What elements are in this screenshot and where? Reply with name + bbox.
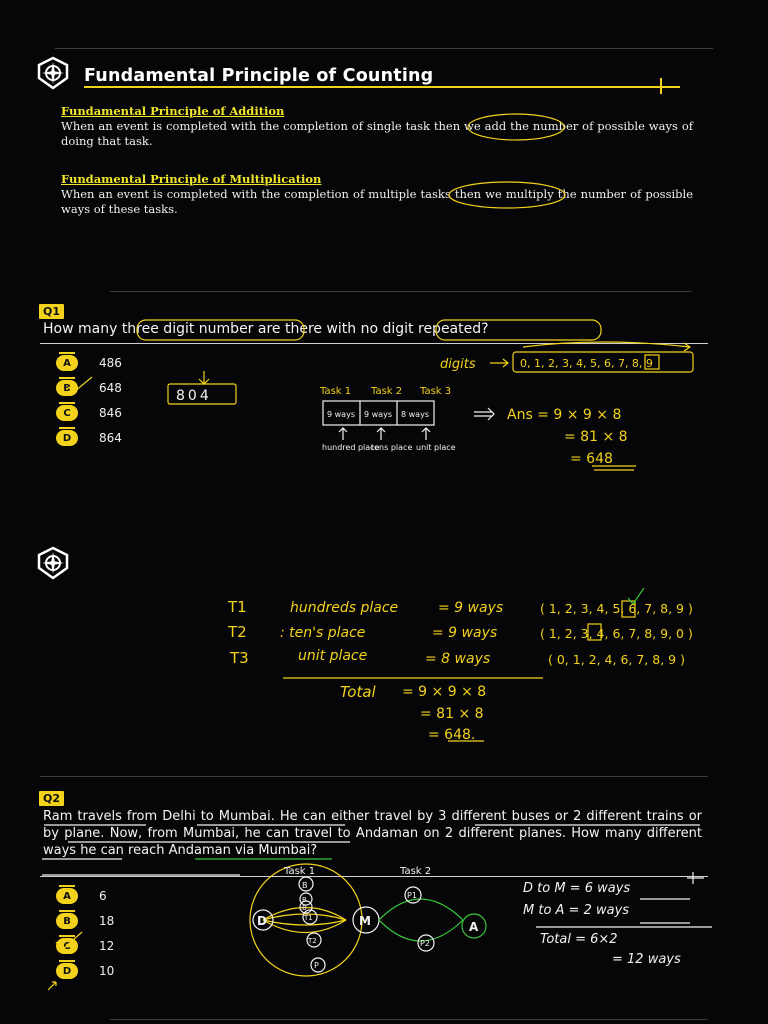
- option-letter: C: [56, 405, 78, 421]
- q2-work-2: M to A = 2 ways: [523, 903, 630, 918]
- q1-tag: Q1: [39, 304, 64, 319]
- single-task-highlight: [468, 114, 564, 140]
- work-t1: T1: [228, 598, 247, 616]
- multiple-tasks-highlight: [449, 182, 565, 208]
- work-t2: T2: [228, 623, 247, 641]
- task-3-label: Task 3: [420, 386, 452, 397]
- option-value: 846: [99, 406, 122, 420]
- work-t3: T3: [230, 649, 249, 667]
- route-p2: P2: [420, 939, 430, 948]
- option-value: 12: [99, 939, 115, 953]
- node-m: M: [359, 914, 371, 928]
- digits-list: 0, 1, 2, 3, 4, 5, 6, 7, 8, 9: [520, 357, 653, 370]
- check-mark-icon: [68, 377, 92, 392]
- q2-task-1-label: Task 1: [284, 866, 316, 877]
- route-b2: B: [302, 896, 307, 904]
- cell-2: 9 ways: [364, 410, 392, 419]
- option-value: 486: [99, 356, 122, 370]
- option-value: 6: [99, 889, 107, 903]
- page-title: Fundamental Principle of Counting: [84, 66, 434, 86]
- option-letter: D: [56, 963, 78, 979]
- work-set-3: ( 0, 1, 2, 4, 6, 7, 8, 9 ): [548, 652, 685, 667]
- option-letter: C: [56, 938, 78, 954]
- work-ways-1: = 9 ways: [438, 600, 504, 616]
- q1-question: How many three digit number are there with no digit repeated?: [43, 321, 489, 337]
- multiplication-text: When an event is completed with the completion of multiple tasks then we multiply the number of possible ways of these tasks.: [61, 187, 693, 216]
- q2-work-3: Total = 6×2: [540, 932, 618, 947]
- q2-work-1: D to M = 6 ways: [523, 881, 631, 896]
- place-3: unit place: [416, 443, 456, 452]
- boxed-804: 804: [176, 388, 212, 404]
- route-p1: P1: [407, 891, 417, 900]
- node-d: D: [257, 914, 267, 928]
- three-digit-highlight: [137, 320, 304, 340]
- task-2-label: Task 2: [371, 386, 403, 397]
- q2-work-4: = 12 ways: [612, 952, 681, 967]
- q2-underlines: [42, 825, 700, 875]
- q2-tag: Q2: [39, 791, 64, 806]
- node-a: A: [469, 920, 479, 934]
- route-t2: T2: [308, 937, 317, 945]
- work-ways-3: = 8 ways: [425, 651, 491, 667]
- work-set-1: ( 1, 2, 3, 4, 5, 6, 7, 8, 9 ): [540, 601, 693, 616]
- addition-text: When an event is completed with the completion of single task then we add the number of possible ways of doing that task.: [61, 119, 693, 148]
- addition-heading: Fundamental Principle of Addition: [61, 104, 285, 118]
- option-letter: A: [56, 888, 78, 904]
- ans-line-1: Ans = 9 × 9 × 8: [507, 407, 622, 423]
- cell-3: 8 ways: [401, 410, 429, 419]
- place-2: tens place: [371, 443, 413, 452]
- work-ways-2: = 9 ways: [432, 625, 498, 641]
- work-place-2: : ten's place: [280, 625, 366, 641]
- option-letter: B: [56, 380, 78, 396]
- work-total-label: Total: [340, 683, 376, 701]
- option-value: 10: [99, 964, 115, 978]
- option-letter: A: [56, 355, 78, 371]
- q2-question: Ram travels from Delhi to Mumbai. He can either travel by 3 different buses or 2 different trains or by plane. Now, from Mumbai, he can travel to Andaman on 2 different planes. How many different ways he can reach Andaman via Mumbai?: [43, 809, 702, 858]
- no-repeat-highlight: [436, 320, 601, 340]
- work-set-2: ( 1, 2, 3, 4, 6, 7, 8, 9, 0 ): [540, 626, 693, 641]
- route-b3: B: [302, 904, 307, 912]
- cell-1: 9 ways: [327, 410, 355, 419]
- work-place-3: unit place: [298, 648, 368, 664]
- digits-label: digits: [440, 357, 476, 372]
- arrow-right-icon: [490, 359, 508, 367]
- check-mark-icon: [56, 932, 82, 950]
- route-t1: T1: [304, 914, 313, 922]
- ans-line-3: = 648: [570, 451, 613, 467]
- option-letter: D: [56, 430, 78, 446]
- route-b1: B: [302, 881, 308, 890]
- option-value: 18: [99, 914, 115, 928]
- option-value: 648: [99, 381, 122, 395]
- option-value: 864: [99, 431, 122, 445]
- ans-line-2: = 81 × 8: [564, 429, 628, 445]
- arrow-down-icon: [199, 371, 209, 384]
- option-letter: B: [56, 913, 78, 929]
- q2-task-2-label: Task 2: [400, 866, 432, 877]
- work-total-1: = 9 × 9 × 8: [402, 684, 487, 700]
- work-place-1: hundreds place: [290, 600, 399, 616]
- work-total-2: = 81 × 8: [420, 706, 484, 722]
- work-total-3: = 648.: [428, 727, 476, 743]
- place-1: hundred place: [322, 443, 380, 452]
- task-1-label: Task 1: [320, 386, 352, 397]
- route-p: P: [314, 961, 319, 970]
- multiplication-heading: Fundamental Principle of Multiplication: [61, 172, 322, 186]
